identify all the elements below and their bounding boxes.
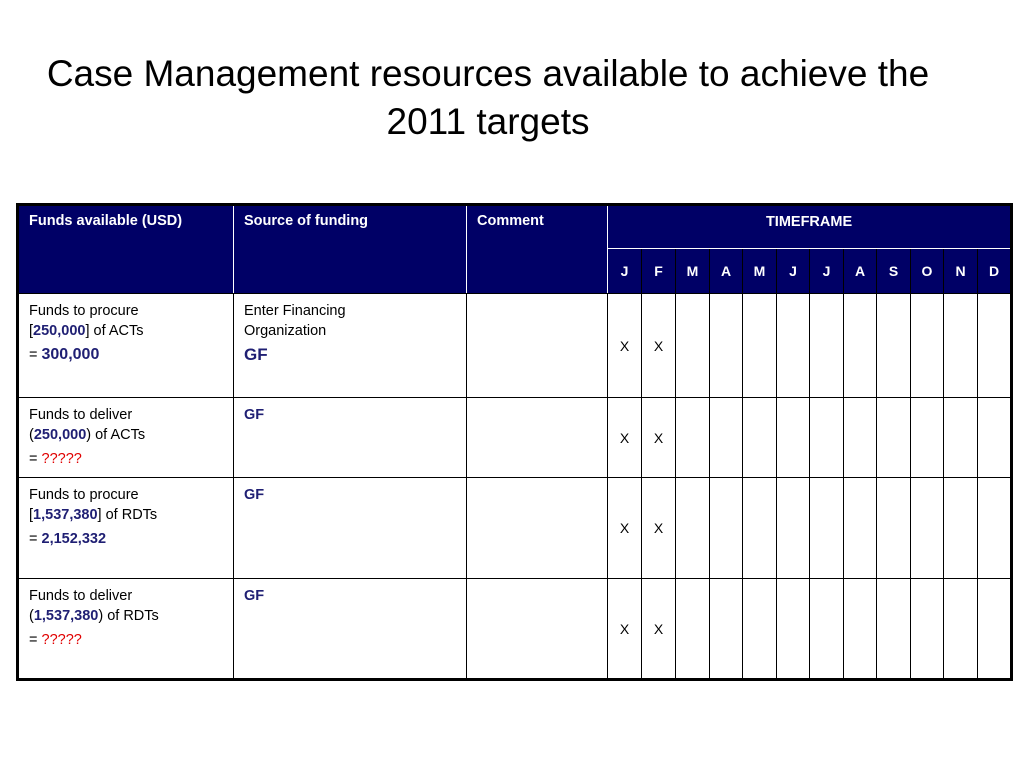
funds-total-line <box>29 345 223 365</box>
month-header: M <box>743 249 777 294</box>
funds-quantity: 250,000 <box>33 323 86 339</box>
month-header: J <box>608 249 642 294</box>
table-row <box>18 398 1012 478</box>
month-cell[interactable] <box>810 478 844 579</box>
month-header: J <box>810 249 844 294</box>
equals-sign: = <box>29 451 42 467</box>
source-code: GF <box>244 345 268 364</box>
source-cell <box>234 478 467 579</box>
month-header: F <box>642 249 676 294</box>
month-cell[interactable] <box>911 294 944 398</box>
table-row <box>18 579 1012 680</box>
funds-description: Funds to procure <box>29 487 139 503</box>
month-cell[interactable]: X <box>642 398 676 478</box>
resources-table <box>16 203 1013 681</box>
month-header: J <box>777 249 810 294</box>
month-cell[interactable] <box>676 294 710 398</box>
title-line-1: Case Management resources available to achieve the <box>46 53 930 94</box>
month-cell[interactable]: X <box>642 579 676 680</box>
funds-description: Funds to procure <box>29 303 139 319</box>
month-cell[interactable] <box>944 478 978 579</box>
month-header: O <box>911 249 944 294</box>
source-code: GF <box>244 588 265 604</box>
month-cell[interactable]: X <box>608 579 642 680</box>
source-code: GF <box>244 487 265 503</box>
month-cell[interactable] <box>743 478 777 579</box>
month-cell[interactable] <box>978 294 1012 398</box>
comment-cell[interactable] <box>467 398 608 478</box>
page-title <box>0 50 976 146</box>
funds-quantity: 1,537,380 <box>33 608 99 624</box>
bracket-open: [ <box>29 507 34 523</box>
month-cell[interactable]: X <box>608 478 642 579</box>
month-cell[interactable] <box>911 478 944 579</box>
comment-cell[interactable] <box>467 579 608 680</box>
month-cell[interactable] <box>710 579 743 680</box>
source-line-1: Enter Financing <box>244 303 346 319</box>
bracket-open: ( <box>29 608 34 624</box>
comment-cell[interactable] <box>467 478 608 579</box>
table-row <box>18 478 1012 579</box>
funds-quantity: 250,000 <box>33 427 87 443</box>
month-cell[interactable]: X <box>608 398 642 478</box>
month-cell[interactable] <box>844 398 877 478</box>
month-cell[interactable] <box>810 579 844 680</box>
header-comment: Comment <box>467 205 608 294</box>
title-line-2: 2011 targets <box>386 101 590 142</box>
funds-total: 300,000 <box>41 346 100 363</box>
month-cell[interactable]: X <box>642 478 676 579</box>
month-cell[interactable] <box>777 294 810 398</box>
month-cell[interactable] <box>844 579 877 680</box>
month-cell[interactable] <box>777 579 810 680</box>
month-cell[interactable] <box>877 478 911 579</box>
source-line-2: Organization <box>244 323 327 339</box>
month-cell[interactable] <box>978 478 1012 579</box>
funds-quantity: 1,537,380 <box>33 507 98 523</box>
month-cell[interactable] <box>676 478 710 579</box>
source-cell <box>234 294 467 398</box>
month-cell[interactable] <box>877 398 911 478</box>
funds-quantity-line <box>29 321 223 341</box>
funds-unit: ) of ACTs <box>86 427 146 443</box>
funds-cell <box>18 478 234 579</box>
month-header: N <box>944 249 978 294</box>
funds-description: Funds to deliver <box>29 588 133 604</box>
month-cell[interactable] <box>743 398 777 478</box>
month-cell[interactable] <box>844 478 877 579</box>
funds-total-line <box>29 529 223 549</box>
month-cell[interactable] <box>710 398 743 478</box>
month-cell[interactable] <box>944 398 978 478</box>
comment-cell[interactable] <box>467 294 608 398</box>
funds-description: Funds to deliver <box>29 407 133 423</box>
month-cell[interactable]: X <box>608 294 642 398</box>
funds-total-line <box>29 449 223 469</box>
month-cell[interactable] <box>944 579 978 680</box>
funds-total: 2,152,332 <box>41 531 107 547</box>
header-row <box>18 205 1012 249</box>
month-cell[interactable] <box>743 294 777 398</box>
funds-cell <box>18 398 234 478</box>
source-code: GF <box>244 407 265 423</box>
month-cell[interactable] <box>710 294 743 398</box>
funds-cell <box>18 579 234 680</box>
month-cell[interactable] <box>676 398 710 478</box>
month-header: A <box>710 249 743 294</box>
month-cell[interactable] <box>911 398 944 478</box>
month-cell[interactable] <box>710 478 743 579</box>
source-cell <box>234 579 467 680</box>
month-cell[interactable] <box>777 398 810 478</box>
source-cell <box>234 398 467 478</box>
month-header: M <box>676 249 710 294</box>
month-cell[interactable] <box>944 294 978 398</box>
funds-total-line <box>29 630 223 650</box>
funds-cell <box>18 294 234 398</box>
month-cell[interactable] <box>844 294 877 398</box>
bracket-open: [ <box>29 323 34 339</box>
equals-sign: = <box>29 531 42 547</box>
month-cell[interactable] <box>877 579 911 680</box>
month-cell[interactable] <box>777 478 810 579</box>
month-cell[interactable] <box>676 579 710 680</box>
funds-unit: ) of RDTs <box>98 608 159 624</box>
header-timeframe: TIMEFRAME <box>608 205 1012 249</box>
month-header: D <box>978 249 1012 294</box>
header-funds: Funds available (USD) <box>18 205 234 294</box>
header-source: Source of funding <box>234 205 467 294</box>
month-header: A <box>844 249 877 294</box>
month-cell[interactable] <box>911 579 944 680</box>
funds-quantity-line <box>29 606 223 626</box>
month-cell[interactable]: X <box>642 294 676 398</box>
funds-total: ????? <box>41 632 82 648</box>
month-cell[interactable] <box>978 579 1012 680</box>
table-row <box>18 294 1012 398</box>
funds-unit: ] of ACTs <box>85 323 144 339</box>
month-cell[interactable] <box>810 398 844 478</box>
funds-quantity-line <box>29 505 223 525</box>
bracket-open: ( <box>29 427 34 443</box>
equals-sign: = <box>29 347 42 363</box>
funds-total: ????? <box>41 451 82 467</box>
funds-quantity-line <box>29 425 223 445</box>
month-cell[interactable] <box>743 579 777 680</box>
month-cell[interactable] <box>877 294 911 398</box>
month-cell[interactable] <box>978 398 1012 478</box>
month-header: S <box>877 249 911 294</box>
funds-unit: ] of RDTs <box>97 507 158 523</box>
month-cell[interactable] <box>810 294 844 398</box>
equals-sign: = <box>29 632 42 648</box>
